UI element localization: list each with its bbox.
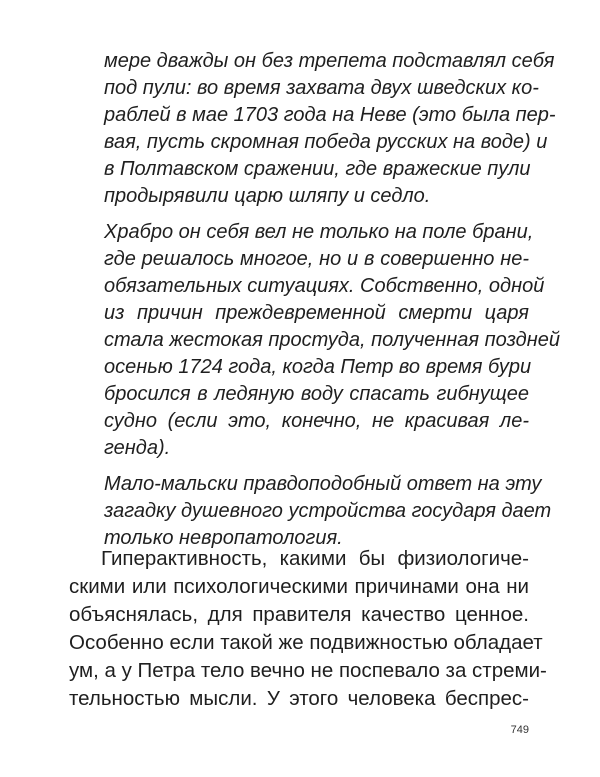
text-line: из причин преждевременной смерти царя [104, 302, 529, 324]
text-line: где решалось многое, но и в совершенно не- [104, 248, 529, 270]
text-line: Мало-мальски правдоподобный ответ на эту [104, 473, 542, 495]
text-line: загадку душевного устройства государя дает [104, 500, 552, 522]
italic-paragraph-3 [104, 471, 552, 552]
text-line: в Полтавском сражении, где вражеские пули [104, 158, 531, 180]
italic-quote-block [104, 48, 560, 552]
text-line: ум, а у Петра тело вечно не поспевало за стреми- [69, 659, 547, 682]
text-line: продырявили царю шляпу и седло. [104, 185, 431, 207]
italic-paragraph-1 [104, 48, 556, 210]
text-line: осенью 1724 года, когда Петр во время бури [104, 356, 532, 378]
text-line: обязательных ситуациях. Собственно, одной [104, 275, 545, 297]
text-line: раблей в мае 1703 года на Неве (это была пер- [104, 104, 556, 126]
text-line: объяснялась, для правителя качество ценное. [69, 603, 529, 626]
text-line: стала жестокая простуда, полученная поздней [104, 329, 560, 351]
text-line: бросился в ледяную воду спасать гибнущее [104, 383, 529, 405]
text-line: под пули: во время захвата двух шведских ко- [104, 77, 539, 99]
text-line: скими или психологическими причинами она ни [69, 575, 529, 598]
text-line: мере дважды он без трепета подставлял себя [104, 50, 555, 72]
page-number: 749 [510, 724, 529, 736]
text-line: Особенно если такой же подвижностью обладает [69, 631, 543, 654]
text-line: генда). [104, 437, 171, 459]
text-line: только невропатология. [104, 527, 343, 549]
text-line: Храбро он себя вел не только на поле брани, [104, 221, 534, 243]
text-line: тельностью мысли. У этого человека беспрес- [69, 687, 529, 710]
body-paragraph [69, 545, 547, 713]
text-line: Гиперактивность, какими бы физиологиче- [101, 547, 529, 570]
italic-paragraph-2 [104, 219, 560, 462]
text-line: вая, пусть скромная победа русских на воде) и [104, 131, 548, 153]
text-line: судно (если это, конечно, не красивая ле- [104, 410, 529, 432]
